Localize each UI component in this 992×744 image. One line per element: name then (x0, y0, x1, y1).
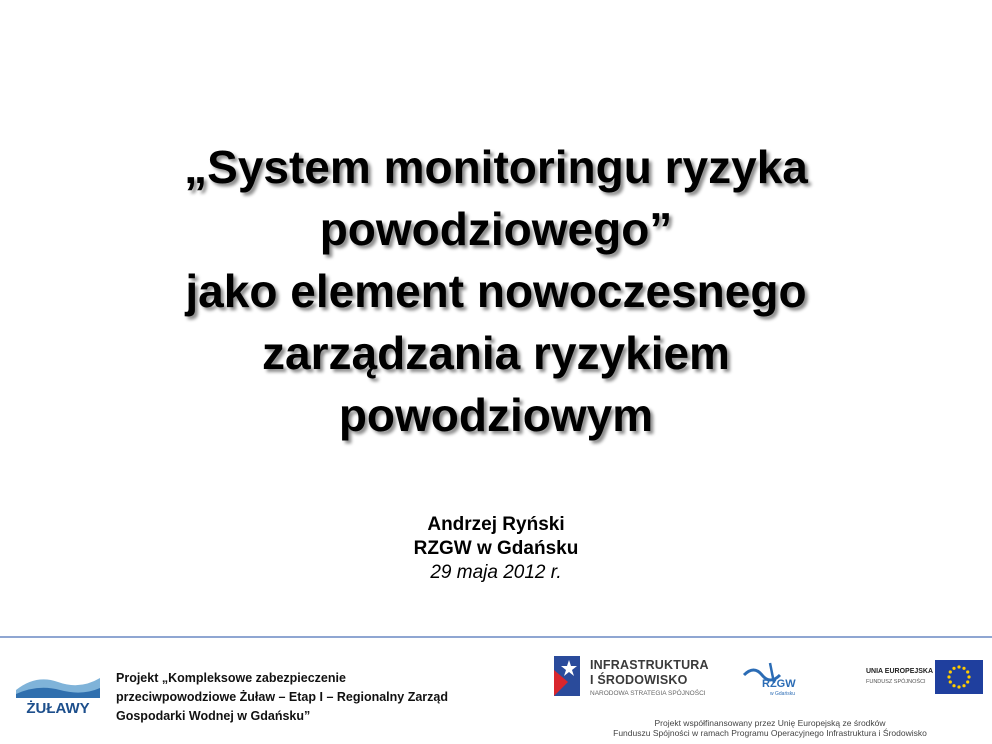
project-line-3: Gospodarki Wodnej w Gdańsku” (116, 709, 311, 723)
cofinancing-line-1: Projekt współfinansowany przez Unię Europejską ze środków (654, 718, 886, 728)
eu-label: UNIA EUROPEJSKA (866, 668, 934, 675)
author-name: Andrzej Ryński (427, 514, 565, 535)
title-line-3: jako element nowoczesnego (185, 265, 807, 317)
rzgw-logo-text: RZGW (762, 678, 796, 690)
author-block (0, 513, 992, 585)
infrastruktura-line-1: INFRASTRUKTURA (590, 658, 709, 672)
rzgw-logo (740, 657, 810, 697)
cofinancing-line-2: Funduszu Spójności w ramach Programu Operacyjnego Infrastruktura i Środowisko (613, 728, 927, 738)
zulawy-logo-text: ŻUŁAWY (26, 700, 90, 716)
eu-flag-icon (935, 660, 983, 694)
author-organization: RZGW w Gdańsku (413, 538, 579, 559)
footer-divider (0, 636, 992, 638)
slide-title (40, 136, 952, 446)
project-description (116, 669, 476, 726)
rzgw-logo-subtext: w Gdańsku (770, 691, 796, 697)
title-line-1: „System monitoringu ryzyka (184, 141, 808, 193)
project-line-2: przeciwpowodziowe Żuław – Etap I – Regionalny Zarząd (116, 690, 449, 704)
eu-fund-label: FUNDUSZ SPÓJNOŚCI (866, 679, 926, 685)
presentation-date: 29 maja 2012 r. (430, 562, 562, 583)
infrastruktura-line-3: NARODOWA STRATEGIA SPÓJNOŚCI (590, 690, 706, 697)
title-line-4: zarządzania ryzykiem (262, 327, 730, 379)
zulawy-logo (16, 668, 100, 716)
infrastruktura-line-2: I ŚRODOWISKO (590, 673, 688, 687)
title-line-2: powodziowego” (319, 203, 673, 255)
infrastruktura-logo (552, 652, 727, 704)
infrastruktura-star-icon (552, 652, 582, 700)
project-line-1: Projekt „Kompleksowe zabezpieczenie (116, 671, 346, 685)
title-line-5: powodziowym (338, 389, 654, 441)
cofinancing-note (560, 718, 980, 738)
